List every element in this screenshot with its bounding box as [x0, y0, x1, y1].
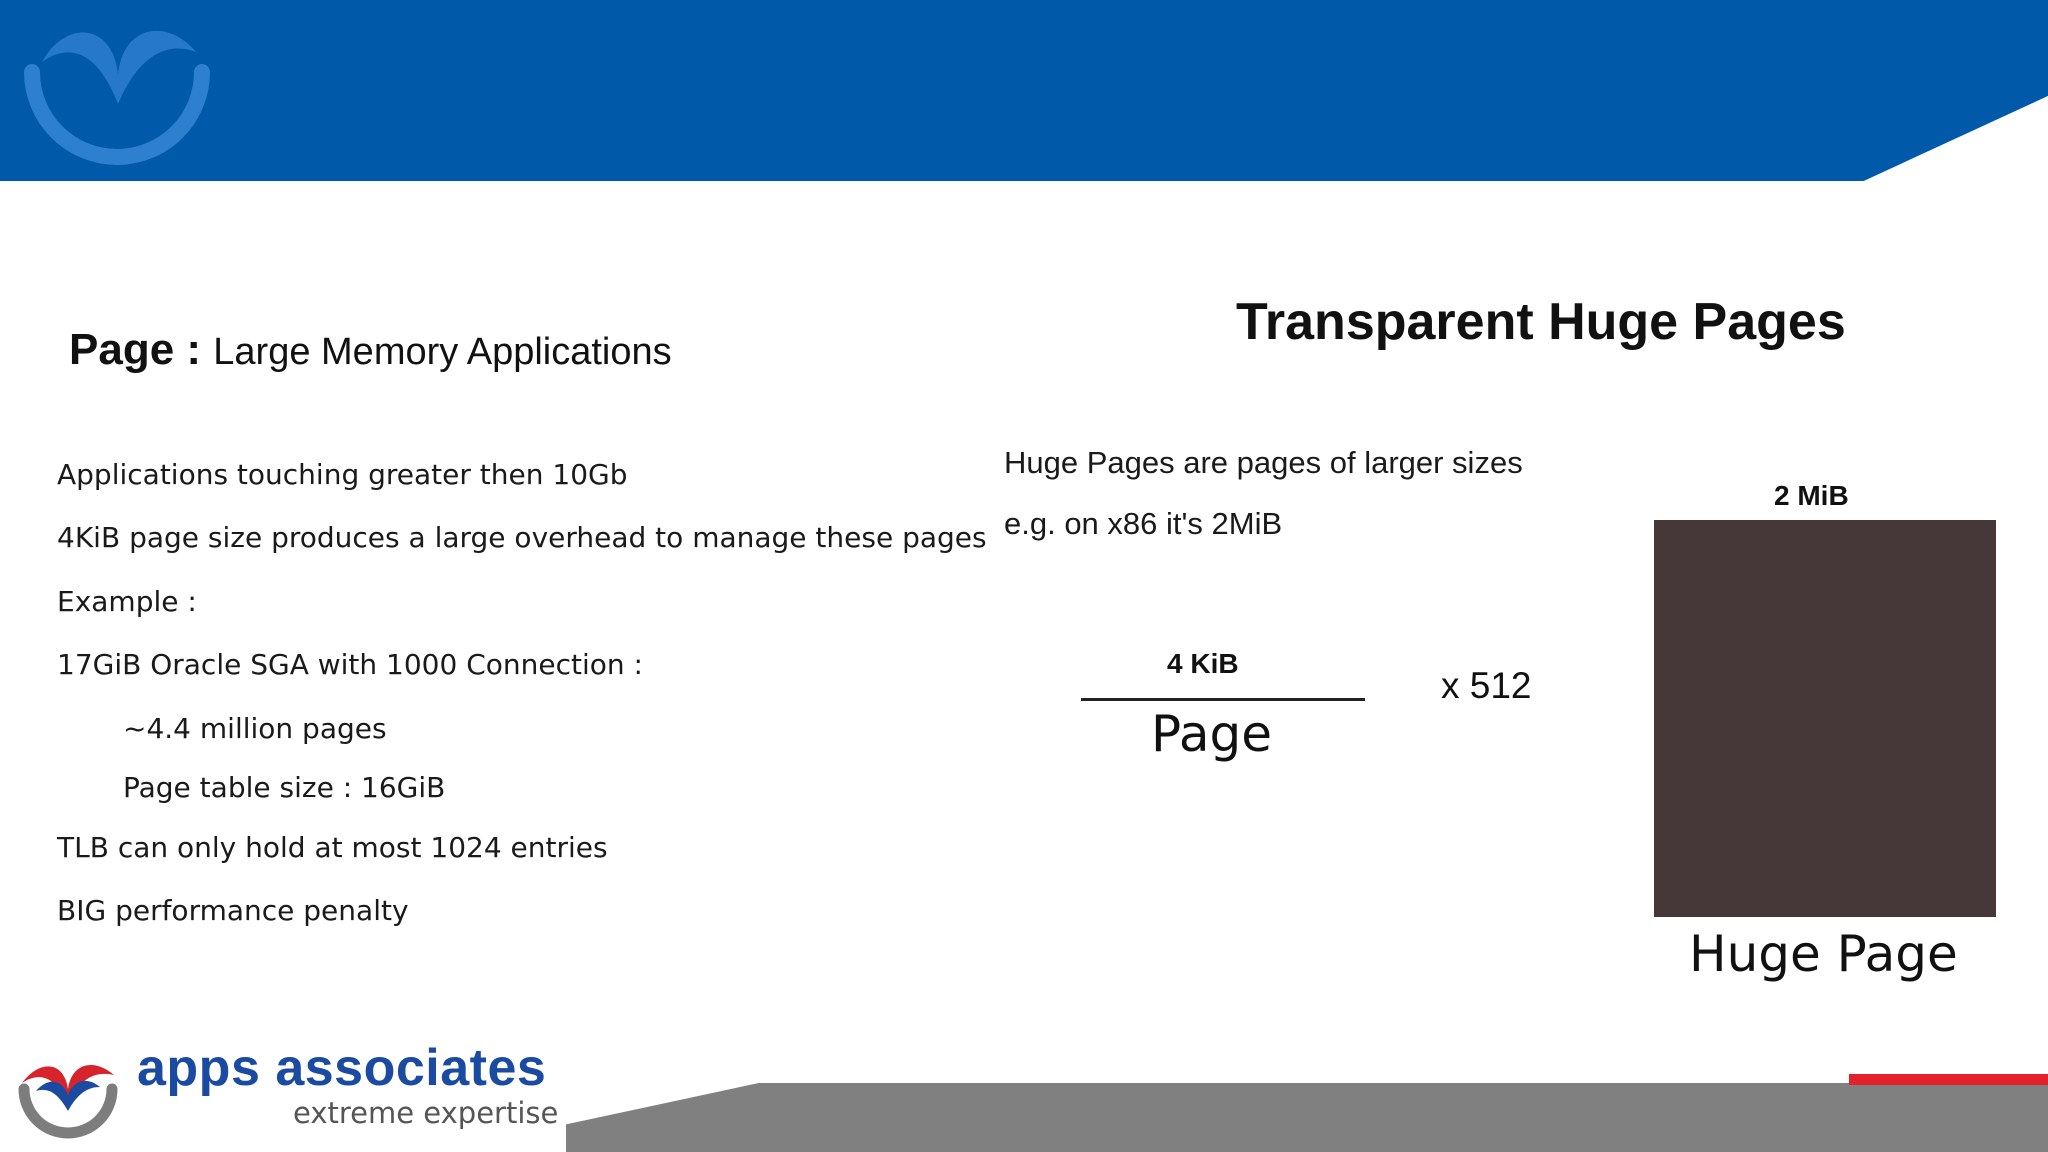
huge-page-block — [1654, 520, 1996, 917]
footer-band — [566, 1083, 2048, 1152]
header-banner — [0, 0, 2048, 181]
bullet-subitem: Page table size : 16GiB — [123, 771, 446, 804]
huge-page-size-label: 2 MiB — [1774, 480, 1849, 511]
section-title: Transparent Huge Pages — [1236, 293, 1846, 351]
bullet-subitem: ~4.4 million pages — [123, 712, 387, 745]
huge-page-label: Huge Page — [1689, 925, 1958, 983]
bullet-item: BIG performance penalty — [57, 894, 409, 927]
bullet-item: 4KiB page size produces a large overhead to manage these pages — [57, 521, 987, 554]
brand-tagline: extreme expertise — [293, 1096, 559, 1130]
bullet-item: Applications touching greater then 10Gb — [57, 458, 628, 491]
description-line: Huge Pages are pages of larger sizes — [1004, 445, 1523, 480]
page-title-lead: Page : — [69, 325, 202, 374]
small-page-size-label: 4 KiB — [1167, 648, 1239, 679]
brand-name: apps associates — [137, 1039, 547, 1097]
small-page-bar — [1081, 698, 1365, 701]
page-title-rest: Large Memory Applications — [213, 331, 672, 373]
bullet-item: TLB can only hold at most 1024 entries — [57, 831, 608, 864]
description-line: e.g. on x86 it's 2MiB — [1004, 506, 1283, 541]
brand-logo-icon — [18, 1055, 118, 1143]
small-page-label: Page — [1151, 705, 1273, 763]
bullet-item: 17GiB Oracle SGA with 1000 Connection : — [57, 648, 643, 681]
footer-accent-bar — [1849, 1074, 2048, 1085]
bullet-item: Example : — [57, 585, 197, 618]
page-title — [69, 325, 672, 375]
multiplier-label: x 512 — [1441, 665, 1532, 706]
company-logo-icon — [20, 12, 215, 172]
